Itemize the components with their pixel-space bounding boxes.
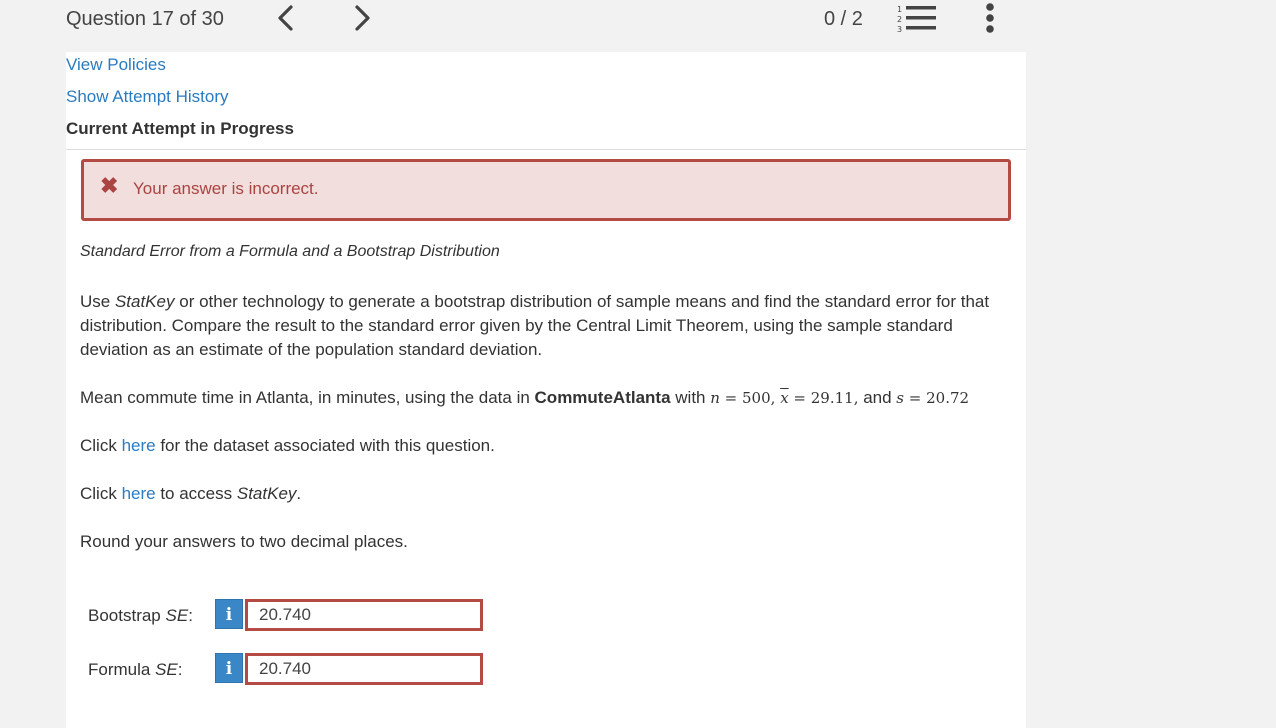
svg-text:3: 3	[897, 25, 903, 33]
numbered-list-icon	[896, 3, 938, 33]
score-display: 0 / 2	[824, 8, 863, 30]
previous-question-button[interactable]	[274, 4, 298, 32]
statkey-link[interactable]: here	[121, 484, 156, 503]
alert-message: Your answer is incorrect.	[133, 179, 319, 198]
divider	[66, 149, 1026, 150]
top-bar	[0, 0, 1276, 52]
show-attempt-history-link[interactable]: Show Attempt History	[66, 87, 229, 106]
dataset-instruction: Click here for the dataset associated with this question.	[80, 436, 495, 455]
dataset-link[interactable]: here	[121, 436, 156, 455]
info-icon[interactable]: i	[215, 599, 243, 629]
answer-label: Bootstrap SE:	[88, 606, 193, 625]
svg-text:2: 2	[897, 15, 903, 24]
close-x-icon: ✖	[100, 173, 119, 198]
statkey-text: StatKey	[114, 292, 175, 311]
dataset-name: CommuteAtlanta	[534, 388, 671, 407]
answer-label: Formula SE:	[88, 660, 183, 679]
formula-se-input[interactable]	[245, 653, 483, 685]
more-options-button[interactable]	[980, 1, 1000, 35]
svg-text:1: 1	[897, 5, 903, 14]
question-data-description: Mean commute time in Atlanta, in minutes, using the data in CommuteAtlanta with n = 500, $\overline{x} = 29.11$, and s = 20.72	[80, 388, 970, 407]
bootstrap-se-input[interactable]	[245, 599, 483, 631]
question-title: Standard Error from a Formula and a Bootstrap Distribution	[80, 243, 500, 260]
chevron-right-icon	[350, 4, 374, 32]
statkey-instruction: Click here to access StatKey.	[80, 484, 302, 503]
next-question-button[interactable]	[350, 4, 374, 32]
question-instructions: Use StatKey or other technology to generate a bootstrap distribution of sample means and find the standard error for that distribution. Compare the result to the standard error given by the Central Limit Theorem, using the sample standard deviation as an estimate of the population standard deviation.	[80, 292, 990, 359]
view-policies-link[interactable]: View Policies	[66, 55, 166, 74]
question-list-button[interactable]	[896, 3, 938, 33]
question-panel	[66, 52, 1026, 728]
vertical-ellipsis-icon	[980, 1, 1000, 35]
chevron-left-icon	[274, 4, 298, 32]
incorrect-answer-alert	[81, 159, 1011, 221]
rounding-instruction: Round your answers to two decimal places.	[80, 532, 408, 551]
attempt-status: Current Attempt in Progress	[66, 119, 294, 138]
question-counter: Question 17 of 30	[66, 8, 224, 30]
info-icon[interactable]: i	[215, 653, 243, 683]
